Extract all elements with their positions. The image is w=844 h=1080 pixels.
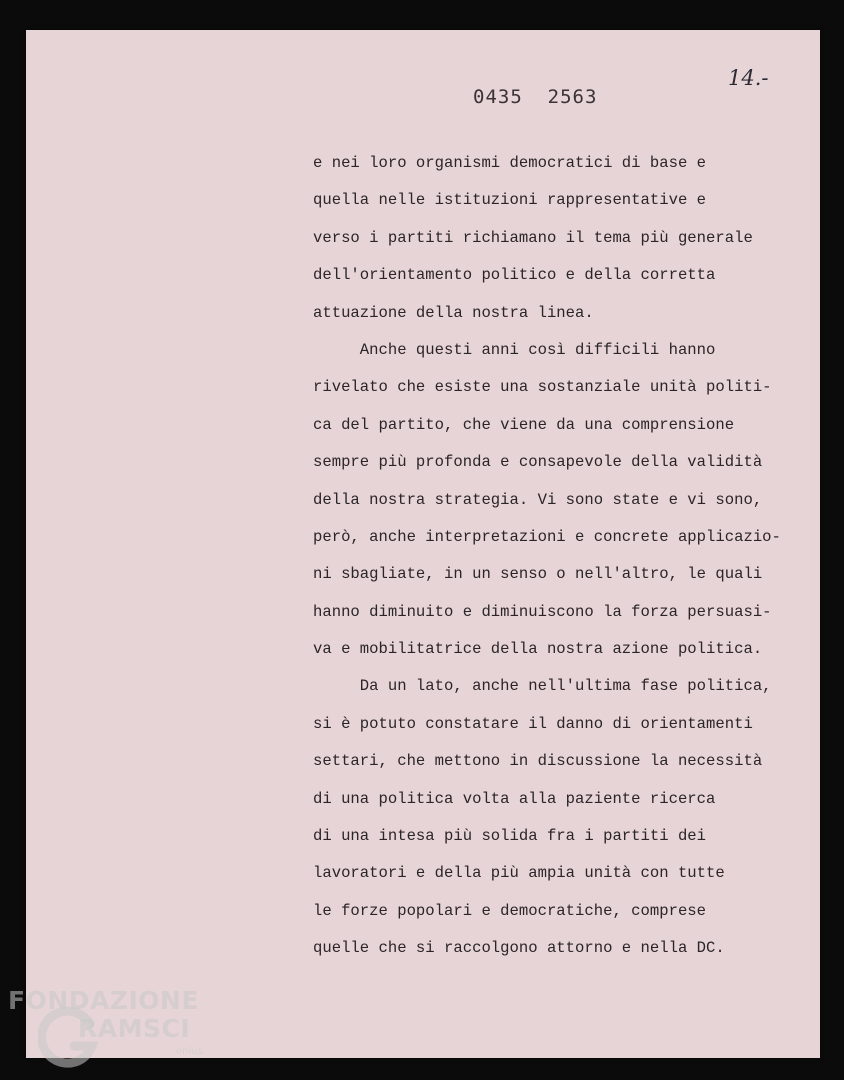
watermark-line-3: onlus <box>176 1046 203 1057</box>
text-line: le forze popolari e democratiche, comprese <box>313 901 707 920</box>
text-line: settari, che mettono in discussione la necessità <box>313 752 763 771</box>
text-line: Anche questi anni così difficili hanno <box>313 340 716 359</box>
text-line: quelle che si raccolgono attorno e nella DC. <box>313 939 725 958</box>
text-line: e nei loro organismi democratici di base e <box>313 154 707 172</box>
watermark-line-1: FONDAZIONE <box>8 986 200 1015</box>
text-line: verso i partiti richiamano il tema più generale <box>313 228 753 247</box>
text-line: della nostra strategia. Vi sono state e vi sono, <box>313 490 763 509</box>
document-number: 0435 2563 <box>473 86 598 108</box>
text-line: dell'orientamento politico e della corretta <box>313 266 716 285</box>
text-line: di una politica volta alla paziente ricerca <box>313 789 716 808</box>
text-line: Da un lato, anche nell'ultima fase politica, <box>313 677 772 696</box>
text-line: ca del partito, che viene da una comprensione <box>313 415 735 434</box>
text-line: attuazione della nostra linea. <box>313 303 594 322</box>
text-line: va e mobilitatrice della nostra azione politica. <box>313 640 763 659</box>
watermark-line-2: RAMSCI <box>78 1014 191 1043</box>
text-line: rivelato che esiste una sostanziale unità politi- <box>313 378 772 397</box>
text-line: però, anche interpretazioni e concrete applicazio- <box>313 527 781 546</box>
text-line: di una intesa più solida fra i partiti dei <box>313 827 707 846</box>
text-line: hanno diminuito e diminuiscono la forza persuasi- <box>313 602 772 621</box>
fondazione-gramsci-watermark <box>8 986 228 1076</box>
text-line: lavoratori e della più ampia unità con tutte <box>313 864 725 883</box>
handwritten-page-number: 14.- <box>728 66 769 90</box>
text-line: quella nelle istituzioni rappresentative e <box>313 191 707 210</box>
text-line: sempre più profonda e consapevole della validità <box>313 453 763 472</box>
text-line: si è potuto constatare il danno di orientamenti <box>313 714 753 733</box>
text-line: ni sbagliate, in un senso o nell'altro, le quali <box>313 565 763 584</box>
typewritten-body <box>313 145 813 968</box>
